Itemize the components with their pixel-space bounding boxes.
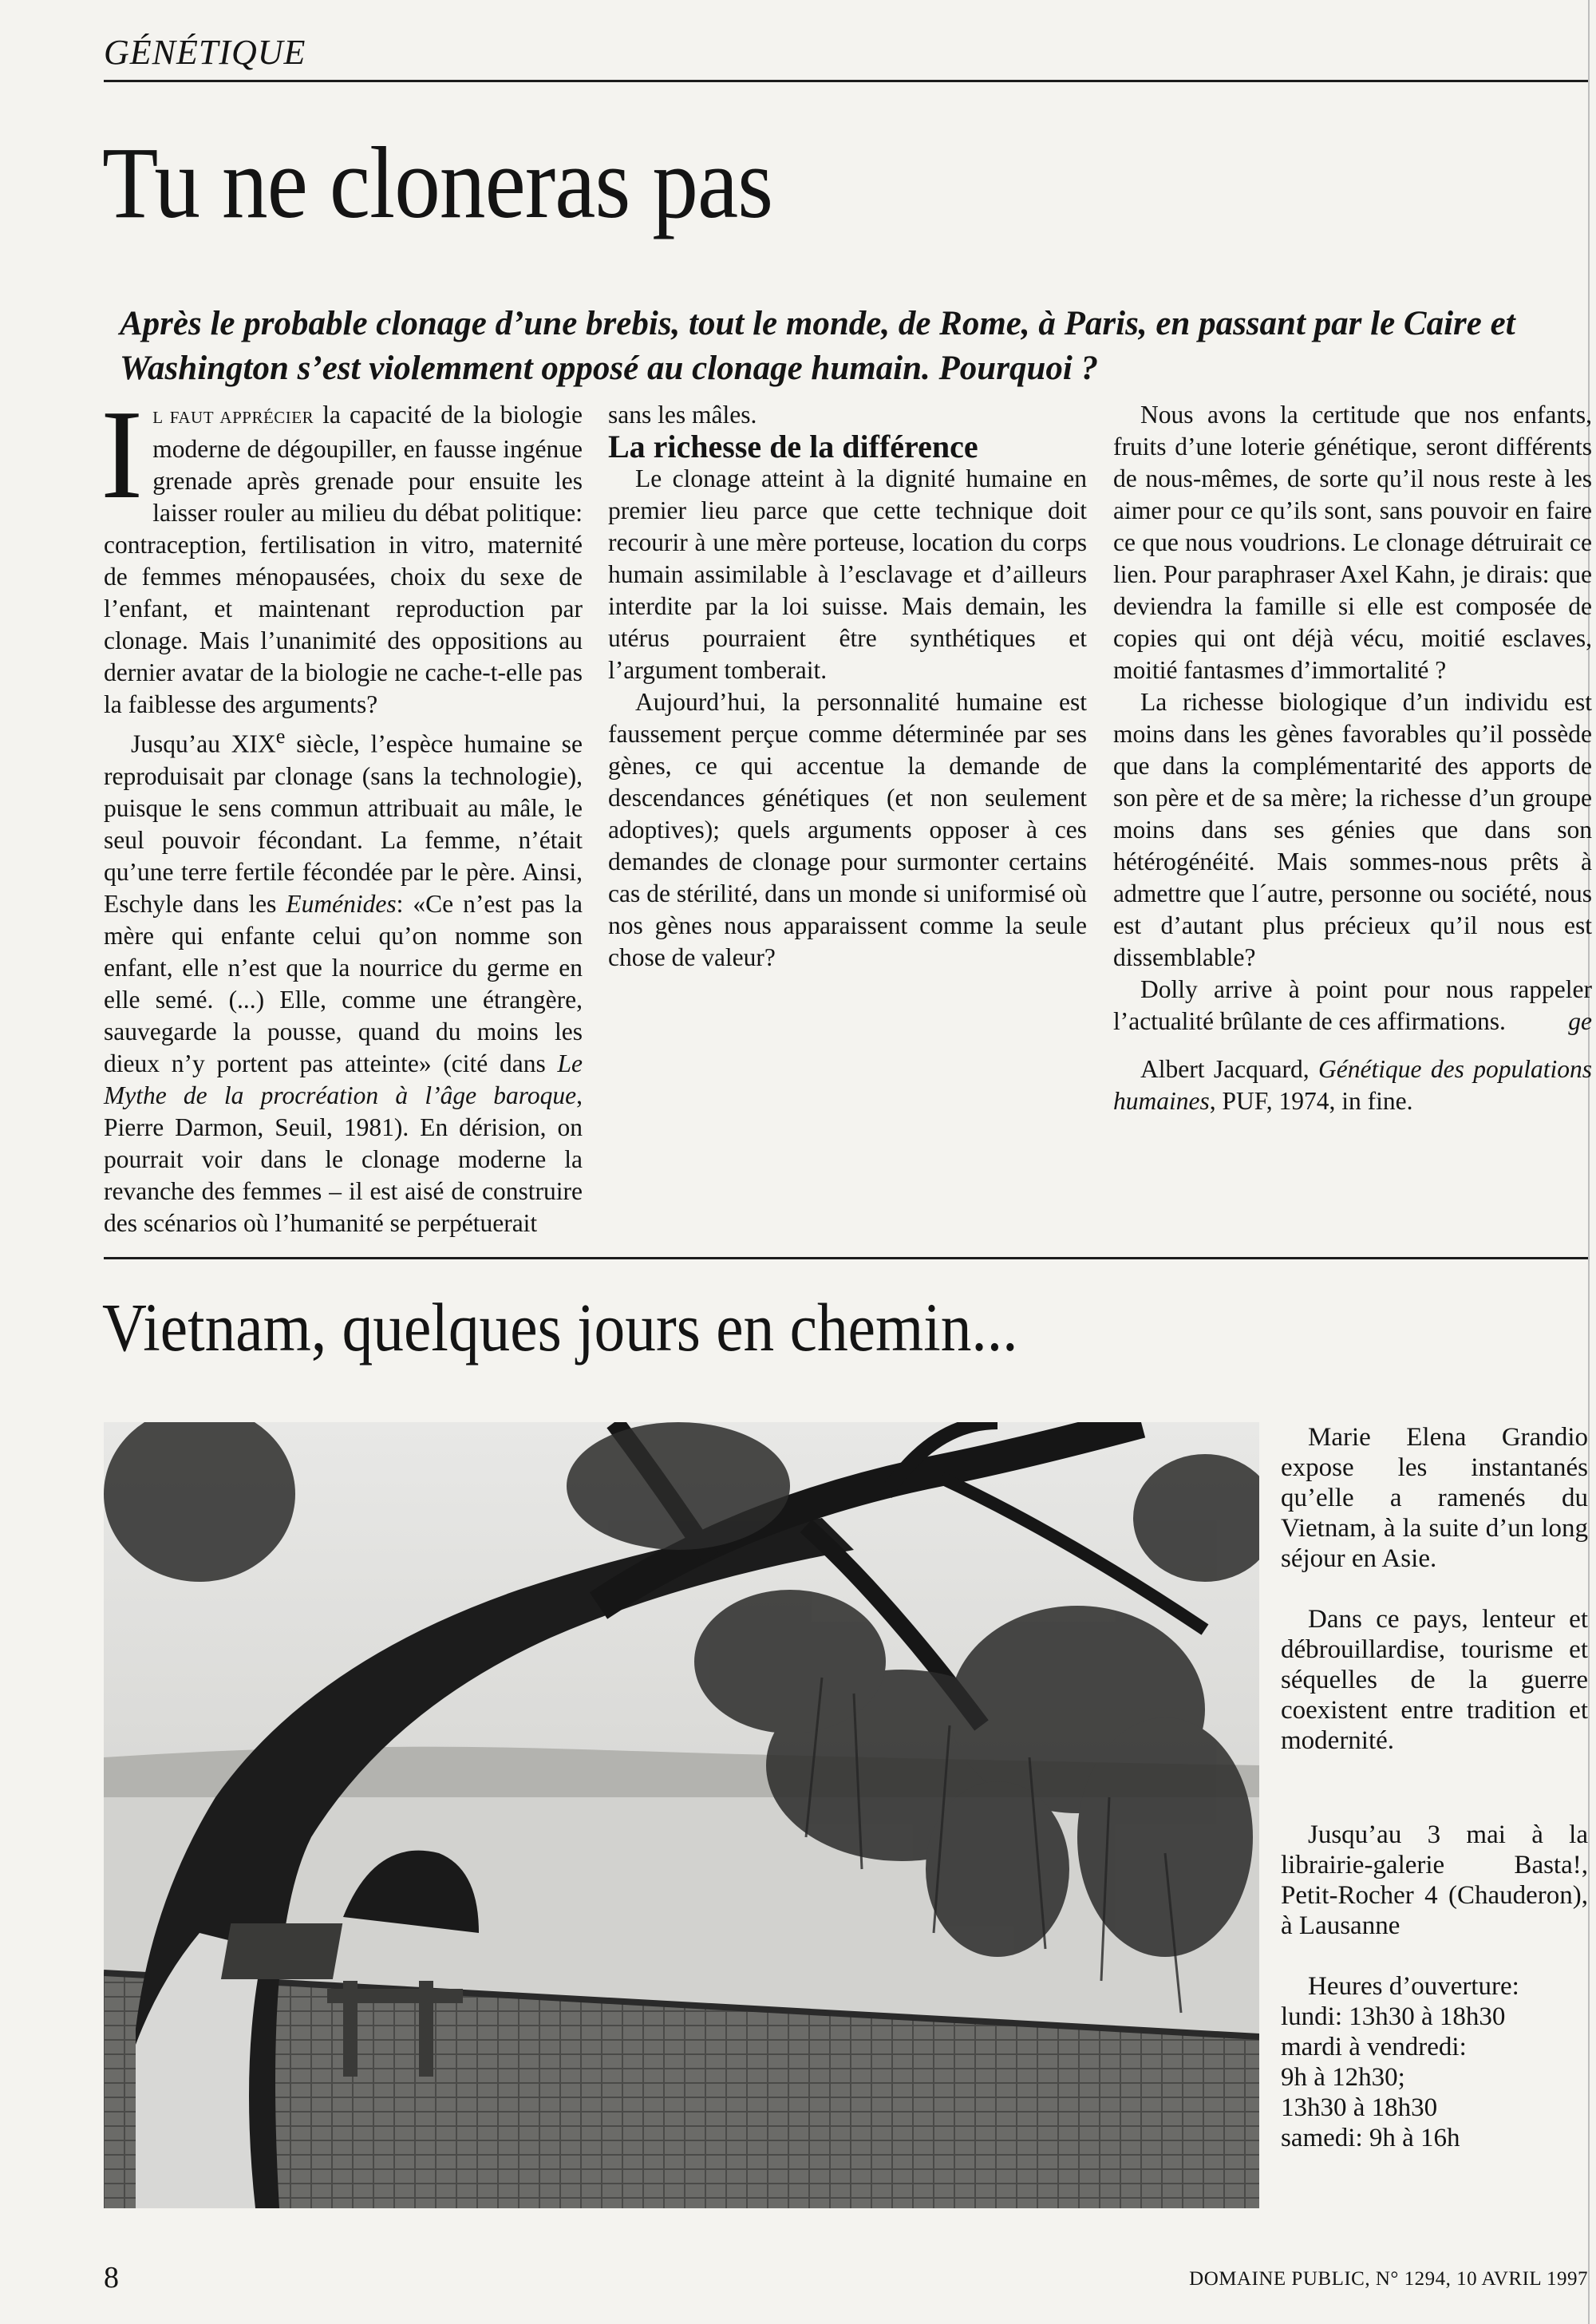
paragraph-4: Aujourd’hui, la personnalité humaine est faussement perçue comme déterminée par ses gènes, ce qui accentue la demande de descendances génétiques (et non seulement adoptives); quels arguments opposer à ces demandes de clonage pour surmonter certains cas de stérilité, dans un monde si uniformisé où nos gènes nous apparaissent comme la seule chose de valeur? bbox=[608, 688, 1087, 971]
paragraph-5: Nous avons la certitude que nos enfants, fruits d’une loterie génétique, seront différents de nous-mêmes, de sorte qu’il nous reste à les aimer pour ce qu’ils sont, sans pouvoir en faire ce que nous voudrions. Le clonage détruirait ce lien. Pour paraphraser Axel Kahn, je dirais: que deviendra la famille si elle est composée de copies qui ont déjà vécu, moitié esclaves, moitié fantasmes d’immortalité ? bbox=[1113, 401, 1592, 684]
subheading: La richesse de la différence bbox=[608, 429, 978, 464]
header-rule bbox=[104, 80, 1588, 82]
article2-title: Vietnam, quelques jours en chemin... bbox=[102, 1289, 1018, 1366]
photo-image bbox=[104, 1422, 1259, 2208]
author-signature: ge bbox=[1568, 1007, 1592, 1035]
drop-cap: I bbox=[101, 383, 144, 525]
caption-paragraph-3: Jusqu’au 3 mai à la librairie-galerie Basta!, Petit-Rocher 4 (Chauderon), à Lausanne bbox=[1281, 1820, 1588, 1940]
photo-lakeside-tree-bench bbox=[104, 1422, 1259, 2208]
paragraph-1: IL FAUT APPRÉCIER la capacité de la biologie moderne de dégoupiller, en fausse ingénue grenade après grenade pour ensuite les laisser rouler au milieu du débat politique: contraception, fertilisation in vitro, maternité de femmes ménopausées, choix du sexe de l’enfant, et maintenant reproduction par clonage. Mais l’unanimité des oppositions au dernier avatar de la biologie ne cache-t-elle pas la faiblesse des arguments? bbox=[101, 383, 583, 718]
section-label: GÉNÉTIQUE bbox=[104, 33, 306, 72]
paragraph-3: Le clonage atteint à la dignité humaine en premier lieu parce que cette technique doit recourir à une mère porteuse, location du corps humain assimilable à l’esclavage et d’ailleurs interdite par la loi suisse. Mais demain, les utérus pourraient être synthétiques et l’argument tomberait. bbox=[608, 464, 1087, 684]
article-column-3 bbox=[1113, 399, 1592, 1117]
photo-caption bbox=[1281, 1422, 1588, 2184]
opening-hours: Heures d’ouverture: lundi: 13h30 à 18h30 mardi à vendredi: 9h à 12h30; 13h30 à 18h30 samedi: 9h à 16h bbox=[1281, 1972, 1519, 2152]
article-title: Tu ne cloneras pas bbox=[102, 126, 773, 239]
caption-paragraph-1: Marie Elena Grandio expose les instantanés qu’elle a ramenés du Vietnam, à la suite d’un long séjour en Asie. bbox=[1281, 1423, 1588, 1573]
paragraph-2-continued: sans les mâles. bbox=[608, 401, 757, 429]
article-column-1 bbox=[101, 383, 583, 1239]
page-edge bbox=[1588, 0, 1590, 2324]
small-caps-opening: L FAUT APPRÉCIER bbox=[152, 408, 314, 427]
page-number: 8 bbox=[104, 2261, 119, 2294]
caption-paragraph-2: Dans ce pays, lenteur et débrouillardise, tourisme et séquelles de la guerre coexistent entre tradition et modernité. bbox=[1281, 1605, 1588, 1755]
paragraph-2: Jusqu’au XIXe siècle, l’espèce humaine se reproduisait par clonage (sans la technologie), puisque le sens commun attribuait au mâle, le seul pouvoir fécondant. La femme, n’était qu’une terre fertile fécondée par le père. Ainsi, Eschyle dans les Euménides: «Ce n’est pas la mère qui enfante celui qu’on nomme son enfant, elle n’est que la nourrice du germe en elle semé. (...) Elle, comme une étrangère, sauvegarde la pousse, quand du moins les dieux n’y portent pas atteinte» (cité dans Le Mythe de la procréation à l’âge baroque, Pierre Darmon, Seuil, 1981). En dérision, on pourrait voir dans le clonage moderne la revanche des femmes – il est aisé de construire des scénarios où l’humanité se perpétuerait bbox=[104, 725, 583, 1237]
reference: Albert Jacquard, Génétique des populations humaines, PUF, 1974, in fine. bbox=[1113, 1055, 1592, 1115]
publication-info: DOMAINE PUBLIC, N° 1294, 10 AVRIL 1997 bbox=[1189, 2268, 1588, 2290]
article-column-2-content bbox=[608, 399, 1087, 974]
article-lead: Après le probable clonage d’une brebis, tout le monde, de Rome, à Paris, en passant par le Caire et Washington s’est violemment opposé au clonage humain. Pourquoi ? bbox=[120, 305, 1515, 387]
paragraph-7: Dolly arrive à point pour nous rappeler l’actualité brûlante de ces affirmations. bbox=[1113, 975, 1592, 1035]
paragraph-6: La richesse biologique d’un individu est moins dans les gènes favorables qu’il possède que dans la complémentarité des apports de son père et de sa mère; la richesse d’un groupe moins dans ses génies que dans son hétérogénéité. Mais sommes-nous prêts à admettre que l´autre, personne ou société, nous est d’autant plus précieux qu’il nous est dissemblable? bbox=[1113, 688, 1592, 971]
section-divider bbox=[104, 1257, 1588, 1259]
